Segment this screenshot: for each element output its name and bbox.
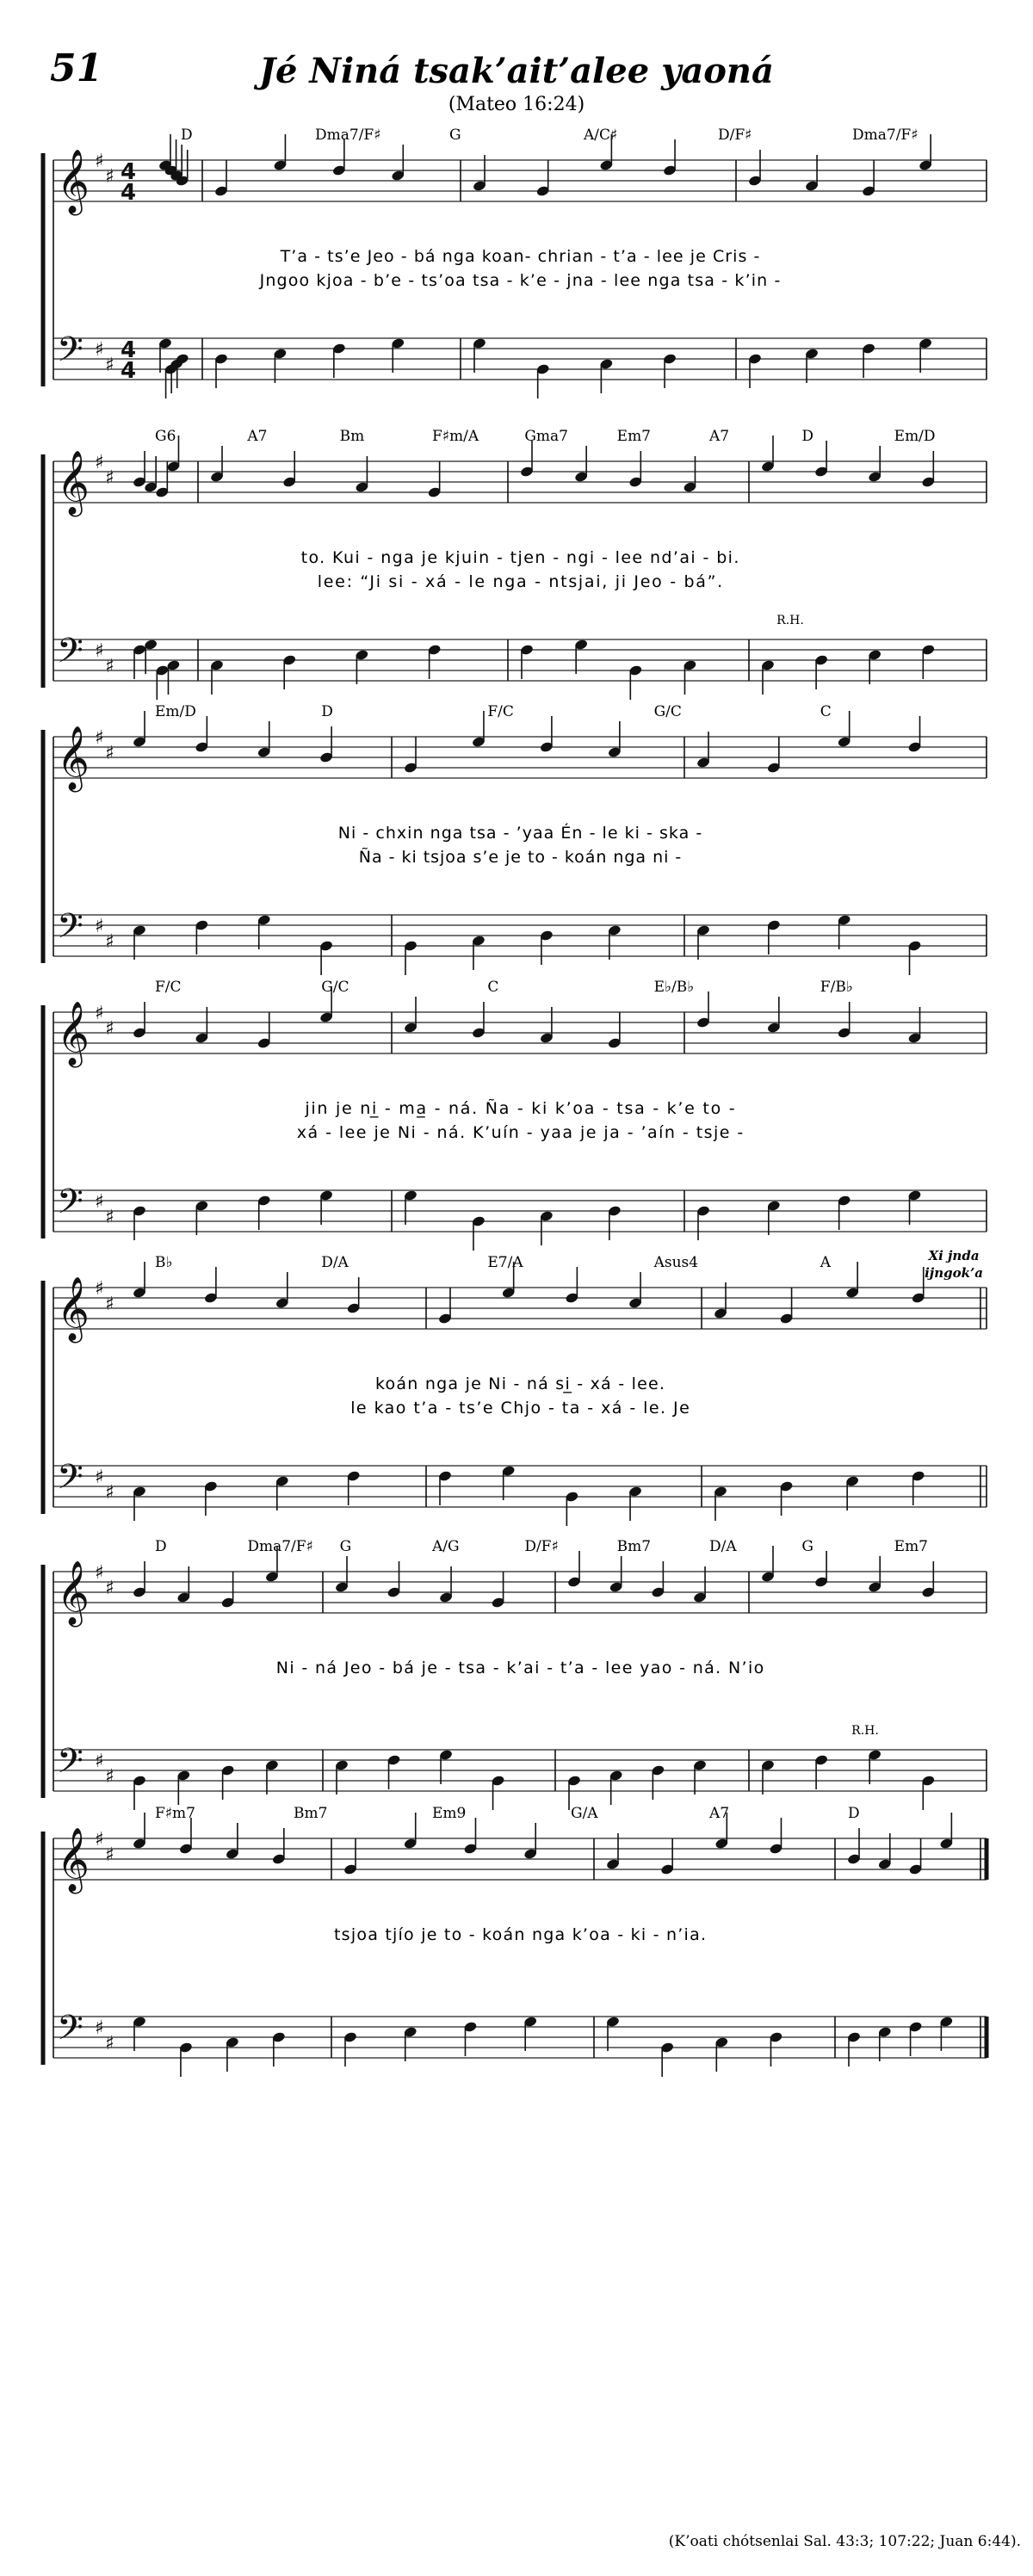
chord-symbol: Em7 [894, 1538, 929, 1555]
lyrics-line: T’a - ts’e Jeo - bá nga koan- chrian - t’a - lee je Cris - [280, 247, 760, 266]
chord-symbol: C [487, 979, 499, 996]
chord-symbol: Dma7/F♯ [315, 127, 381, 144]
chord-symbol: D/A [321, 1254, 349, 1271]
chord-symbol: G/C [653, 703, 682, 720]
chord-symbol: E♭/B♭ [653, 979, 695, 996]
bass-clef-icon: 𝄢 [57, 1457, 84, 1505]
bass-staff [53, 639, 987, 681]
chord-symbol: F♯m/A [432, 428, 479, 445]
time-signature-icon: 4 [121, 159, 137, 185]
chord-symbol: C [820, 703, 832, 720]
bass-clef-icon: 𝄢 [57, 330, 84, 378]
key-signature-icon: ♯ [95, 452, 104, 473]
chord-symbol: Gma7 [524, 428, 568, 445]
music-system [43, 979, 987, 1251]
chord-symbol: G6 [155, 428, 176, 445]
chord-symbol: F/C [487, 703, 514, 720]
key-signature-icon: ♯ [95, 1278, 104, 1300]
key-signature-icon: ♯ [95, 1829, 104, 1850]
bass-clef-icon: 𝄢 [57, 1182, 84, 1230]
key-signature-icon: ♯ [105, 1844, 114, 1866]
key-signature-icon: ♯ [105, 743, 114, 764]
chord-symbol: Dma7/F♯ [247, 1538, 313, 1555]
key-signature-icon: ♯ [95, 2017, 104, 2039]
music-system [43, 1805, 987, 2077]
chord-symbol: A [820, 1254, 832, 1271]
treble-clef-icon: 𝄞 [57, 726, 90, 790]
chord-symbol: F♯m7 [155, 1805, 195, 1822]
chord-symbol: Asus4 [653, 1254, 699, 1271]
music-system [43, 703, 987, 975]
key-signature-icon: ♯ [95, 339, 104, 361]
chord-symbol: G [801, 1538, 813, 1555]
treble-clef-icon: 𝄞 [57, 1002, 90, 1066]
lyrics-line: koán nga je Ni - ná si̲ - xá - lee. [375, 1374, 665, 1393]
chord-symbol: F/C [155, 979, 182, 996]
chord-symbol: Bm [339, 428, 365, 445]
bass-clef-icon: 𝄢 [57, 2008, 84, 2056]
chord-symbol: D/F♯ [524, 1538, 559, 1555]
lyrics-line: Ña - ki tsjoa s’e je to - koán nga ni - [358, 848, 682, 867]
key-signature-icon: ♯ [105, 1578, 114, 1599]
time-signature-icon: 4 [121, 358, 137, 384]
music-system [43, 428, 987, 700]
treble-clef-icon: 𝄞 [57, 1277, 90, 1341]
chord-symbol: G [449, 127, 461, 144]
key-signature-icon: ♯ [105, 1207, 114, 1228]
chord-symbol: A/G [432, 1538, 460, 1555]
chord-symbol: G/C [321, 979, 349, 996]
chord-symbol: G/A [571, 1805, 598, 1822]
scripture-reference: (Mateo 16:24) [448, 94, 585, 115]
key-signature-icon: ♯ [105, 1018, 114, 1040]
bass-clef-icon: 𝄢 [57, 631, 84, 679]
chord-symbol: D/A [709, 1538, 737, 1555]
chord-symbol: Em7 [616, 428, 652, 445]
key-signature-icon: ♯ [95, 727, 104, 749]
performance-marking: R.H. [851, 1724, 879, 1738]
key-signature-icon: ♯ [95, 1562, 104, 1584]
lyrics-line: Jngoo kjoa - b’e - ts’oa tsa - k’e - jna - lee nga tsa - k’in - [259, 271, 781, 290]
treble-staff [53, 461, 987, 503]
chord-symbol: A7 [709, 428, 730, 445]
key-signature-icon: ♯ [105, 931, 114, 953]
lyrics-line: jin je ni̲ - ma̲ - ná. Ña - ki k’oa - tsa - k’e to - [305, 1099, 735, 1118]
chord-symbol: D [155, 1538, 167, 1555]
performance-marking: ijngok’a [925, 1265, 983, 1281]
hymn-number: 51 [50, 46, 103, 90]
bass-staff [53, 338, 987, 380]
treble-staff [53, 160, 987, 201]
chord-symbol: D [848, 1805, 860, 1822]
key-signature-icon: ♯ [105, 1766, 114, 1788]
key-signature-icon: ♯ [95, 916, 104, 937]
chord-symbol: D [801, 428, 813, 445]
chord-symbol: Em9 [432, 1805, 467, 1822]
chord-symbol: A7 [709, 1805, 730, 1822]
key-signature-icon: ♯ [95, 1191, 104, 1213]
key-signature-icon: ♯ [105, 166, 114, 188]
key-signature-icon: ♯ [95, 1003, 104, 1024]
key-signature-icon: ♯ [105, 355, 114, 376]
chord-symbol: B♭ [155, 1254, 173, 1271]
treble-staff [53, 1572, 987, 1613]
music-system [43, 1248, 987, 1526]
music-system [43, 127, 987, 398]
lyrics-line: lee: “Ji si - xá - le nga - ntsjai, ji Jeo - bá”. [317, 572, 723, 591]
key-signature-icon: ♯ [105, 656, 114, 677]
lyrics-line: tsjoa tjío je to - koán nga k’oa - ki - n’ia. [334, 1925, 706, 1944]
lyrics-line: to. Kui - nga je kjuin - tjen - ngi - lee nd’ai - bi. [300, 548, 739, 567]
chord-symbol: D [321, 703, 333, 720]
lyrics-line: le kao t’a - ts’e Chjo - ta - xá - le. Je [350, 1399, 690, 1418]
chord-symbol: Bm7 [294, 1805, 328, 1822]
bass-staff [53, 1750, 987, 1791]
key-signature-icon: ♯ [105, 2033, 114, 2054]
bass-clef-icon: 𝄢 [57, 1741, 84, 1789]
treble-staff [53, 1838, 987, 1880]
chord-symbol: D [181, 127, 193, 144]
key-signature-icon: ♯ [105, 467, 114, 489]
key-signature-icon: ♯ [105, 1482, 114, 1504]
key-signature-icon: ♯ [95, 1467, 104, 1488]
key-signature-icon: ♯ [95, 640, 104, 662]
footer-note: (K’oati chótsenlai Sal. 43:3; 107:22; Juan 6:44). [668, 2533, 1021, 2550]
lyrics-line: Ni - chxin nga tsa - ’yaa Én - le ki - ska - [337, 824, 702, 843]
chord-symbol: A7 [247, 428, 268, 445]
time-signature-icon: 4 [121, 180, 137, 206]
chord-symbol: F/B♭ [820, 979, 853, 996]
chord-symbol: D/F♯ [718, 127, 752, 144]
time-signature-icon: 4 [121, 337, 137, 363]
bass-clef-icon: 𝄢 [57, 906, 84, 954]
performance-marking: R.H. [776, 614, 804, 627]
key-signature-icon: ♯ [105, 1294, 114, 1315]
chord-symbol: Em/D [894, 428, 936, 445]
chord-symbol: A/C♯ [584, 127, 618, 144]
chord-symbol: G [339, 1538, 352, 1555]
lyrics-line: xá - lee je Ni - ná. K’uín - yaa je ja - ’aín - tsje - [296, 1123, 744, 1142]
treble-clef-icon: 𝄞 [57, 1828, 90, 1892]
systems [43, 127, 987, 2077]
chord-symbol: Dma7/F♯ [852, 127, 919, 144]
music-system [43, 1538, 987, 1810]
key-signature-icon: ♯ [95, 151, 104, 172]
lyrics-line: Ni - ná Jeo - bá je - tsa - k’ai - t’a - lee yao - ná. N’io [275, 1659, 764, 1677]
bass-staff [53, 2017, 987, 2058]
performance-marking: Xi jnda [928, 1248, 980, 1263]
treble-clef-icon: 𝄞 [57, 451, 90, 515]
treble-clef-icon: 𝄞 [57, 1561, 90, 1625]
treble-clef-icon: 𝄞 [57, 150, 90, 213]
hymn-title: Jé Niná tsak’ait’alee yaoná [259, 51, 774, 91]
chord-symbol: Bm7 [616, 1538, 652, 1555]
chord-symbol: Em/D [155, 703, 196, 720]
key-signature-icon: ♯ [95, 1751, 104, 1772]
chord-symbol: E7/A [487, 1254, 523, 1271]
